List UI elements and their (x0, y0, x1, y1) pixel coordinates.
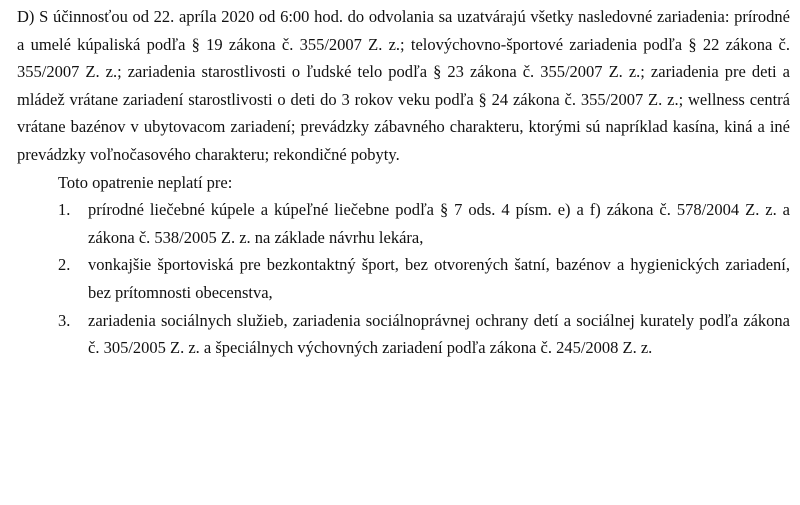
list-item-number: 1. (58, 200, 71, 220)
list-item-text: zariadenia sociálnych služieb, zariadenia sociálnoprávnej ochrany detí a sociálnej kurately podľa zákona č. 305/2005 Z. z. a špeciálnych výchovných zariadení podľa zákona č. 245/2008 Z. z. (88, 310, 790, 358)
list-item-text: vonkajšie športoviská pre bezkontaktný šport, bez otvorených šatní, bazénov a hygienických zariadení, bez prítomnosti obecenstva, (88, 255, 790, 302)
list-item (17, 307, 790, 362)
exception-intro: Toto opatrenie neplatí pre: (58, 172, 233, 192)
list-item (17, 251, 790, 306)
list-item (17, 196, 790, 251)
list-item-text: prírodné liečebné kúpele a kúpeľné liečebne podľa § 7 ods. 4 písm. e) a f) zákona č. 578/2004 Z. z. a zákona č. 538/2005 Z. z. na základe návrhu lekára, (88, 200, 790, 247)
exception-list (17, 196, 790, 362)
list-item-number: 2. (58, 255, 71, 275)
main-paragraph: D) S účinnosťou od 22. apríla 2020 od 6:00 hod. do odvolania sa uzatvárajú všetky nasledovné zariadenia: prírodné a umelé kúpaliská podľa § 19 zákona č. 355/2007 Z. z.; telovýchovno-športové zariadenia podľa § 22 zákona č. 355/2007 Z. z.; zariadenia starostlivosti o ľudské telo podľa § 23 zákona č. 355/2007 Z. z.; zariadenia pre deti a mládež vrátane zariadení starostlivosti o deti do 3 rokov veku podľa § 24 zákona č. 355/2007 Z. z.; wellness centrá vrátane bazénov v ubytovacom zariadení; prevádzky zábavného charakteru, ktorými sú napríklad kasína, kiná a iné prevádzky voľnočasového charakteru; rekondičné pobyty. (17, 7, 790, 164)
document-body (17, 3, 790, 362)
list-item-number: 3. (58, 310, 71, 330)
